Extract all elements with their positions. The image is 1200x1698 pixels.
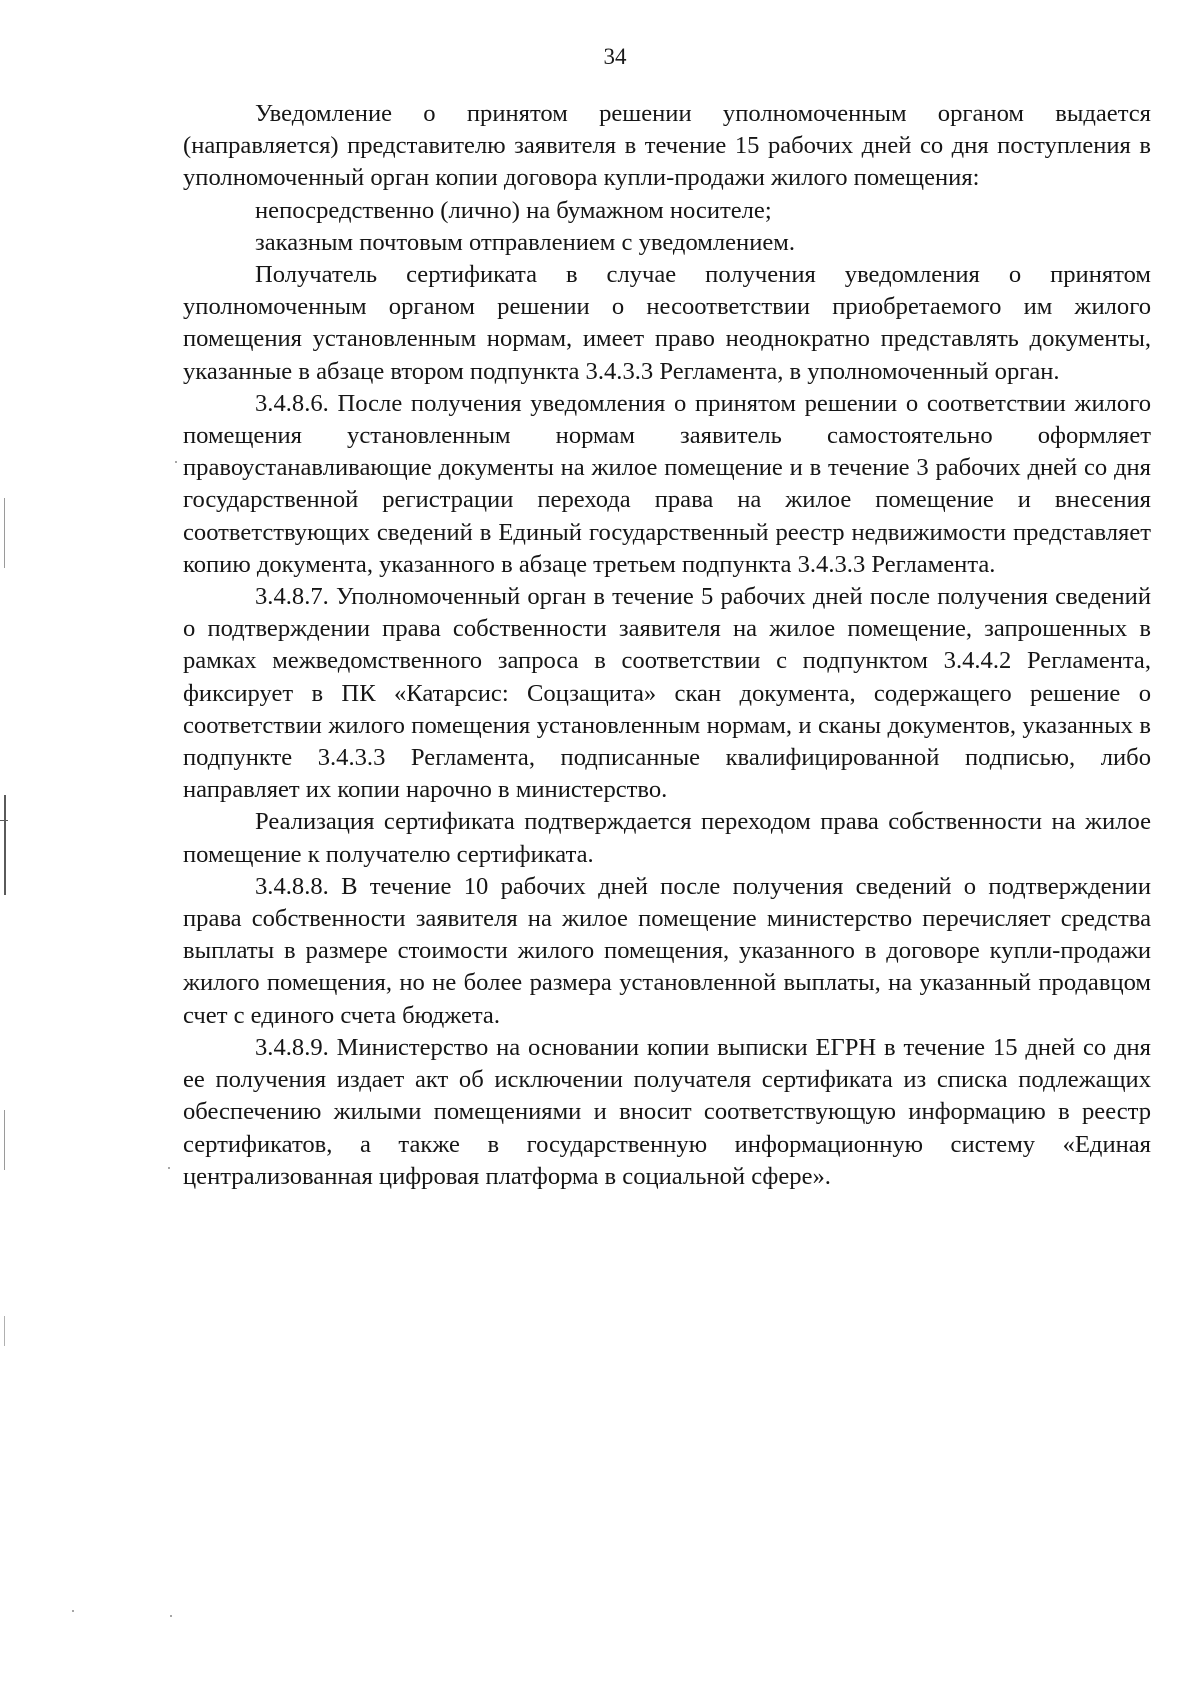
- scan-speck: [175, 461, 177, 463]
- page-number: 34: [603, 44, 627, 69]
- scan-speck: [170, 1615, 172, 1617]
- document-body: [183, 98, 1151, 1193]
- paragraph-3-4-8-9: 3.4.8.9. Министерство на основании копии выписки ЕГРН в течение 15 дней со дня ее получения издает акт об исключении получателя сертификата из списка подлежащих обеспечению жилыми помещениями и вносит соответствующую информацию в реестр сертификатов, а также в государственную информационную систему «Единая централизованная цифровая платформа в социальной сфере».: [183, 1033, 1151, 1190]
- paragraph-3-4-8-8: 3.4.8.8. В течение 10 рабочих дней после получения сведений о подтверждении права собственности заявителя на жилое помещение министерство перечисляет средства выплаты в размере стоимости жилого помещения, указанного в договоре купли-продажи жилого помещения, но не более размера установленной выплаты, на указанный продавцом счет с единого счета бюджета.: [183, 872, 1151, 1029]
- scan-speck: [72, 1610, 74, 1612]
- list-item-registered-mail: заказным почтовым отправлением с уведомлением.: [255, 228, 795, 256]
- scan-edge-mark: [4, 1110, 5, 1170]
- paragraph-certificate-realization: Реализация сертификата подтверждается переходом права собственности на жилое помещение к получателю сертификата.: [183, 808, 1151, 868]
- scan-edge-mark: [4, 1316, 5, 1346]
- paragraph-3-4-8-7: 3.4.8.7. Уполномоченный орган в течение 5 рабочих дней после получения сведений о подтверждении права собственности заявителя на жилое помещение, запрошенных в рамках межведомственного запроса в соответствии с подпунктом 3.4.4.2 Регламента, фиксирует в ПК «Катарсис: Соцзащита» скан документа, содержащего решение о соответствии жилого помещения установленным нормам, и сканы документов, указанных в подпункте 3.4.3.3 Регламента, подписанные квалифицированной подписью, либо направляет их копии нарочно в министерство.: [183, 583, 1151, 804]
- scan-edge-mark: [4, 498, 5, 568]
- scan-edge-mark: [4, 795, 6, 895]
- list-item-in-person: непосредственно (лично) на бумажном носителе;: [255, 196, 772, 224]
- scan-speck: [168, 1167, 170, 1169]
- paragraph-3-4-8-6: 3.4.8.6. После получения уведомления о принятом решении о соответствии жилого помещения установленным нормам заявитель самостоятельно оформляет правоустанавливающие документы на жилое помещение и в течение 3 рабочих дней со дня государственной регистрации перехода права на жилое помещение и внесения соответствующих сведений в Единый государственный реестр недвижимости представляет копию документа, указанного в абзаце третьем подпункта 3.4.3.3 Регламента.: [183, 389, 1151, 578]
- scan-edge-mark: [0, 820, 8, 821]
- paragraph-notification: Уведомление о принятом решении уполномоченным органом выдается (направляется) представителю заявителя в течение 15 рабочих дней со дня поступления в уполномоченный орган копии договора купли-продажи жилого помещения:: [183, 100, 1151, 192]
- paragraph-certificate-recipient: Получатель сертификата в случае получения уведомления о принятом уполномоченным органом решении о несоответствии приобретаемого им жилого помещения установленным нормам, имеет право неоднократно представлять документы, указанные в абзаце втором подпункта 3.4.3.3 Регламента, в уполномоченный орган.: [183, 261, 1151, 385]
